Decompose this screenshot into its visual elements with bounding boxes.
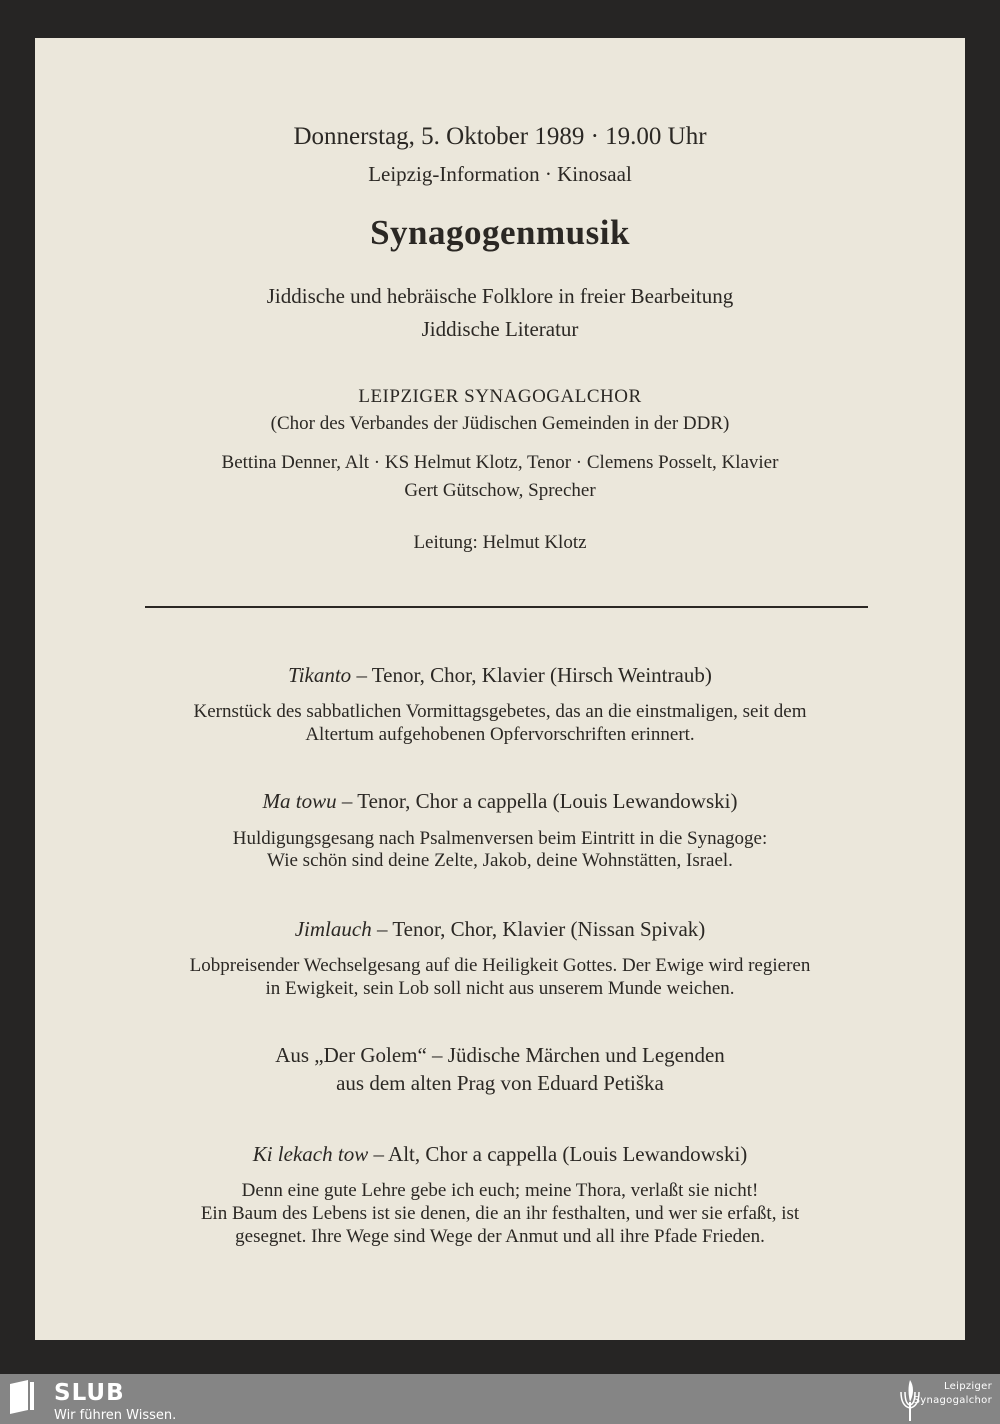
piece-description: Lobpreisender Wechselgesang auf die Heiligkeit Gottes. Der Ewige wird regieren bbox=[189, 955, 811, 976]
piece-title: Jimlauch bbox=[294, 917, 372, 941]
direction: Leitung: Helmut Klotz bbox=[413, 532, 587, 553]
reading-title: Aus „Der Golem“ – Jüdische Märchen und Legenden bbox=[275, 1043, 725, 1067]
piece-details: – Tenor, Chor, Klavier (Hirsch Weintraub) bbox=[351, 663, 712, 687]
piece-details: – Alt, Chor a cappella (Louis Lewandowski) bbox=[368, 1142, 748, 1166]
divider bbox=[145, 606, 868, 608]
piece-description: Wie schön sind deine Zelte, Jakob, deine Wohnstätten, Israel. bbox=[267, 850, 733, 871]
piece-title: Ki lekach tow bbox=[252, 1142, 369, 1166]
performers: Bettina Denner, Alt · KS Helmut Klotz, Tenor · Clemens Posselt, Klavier bbox=[221, 452, 779, 473]
piece-description: Kernstück des sabbatlichen Vormittagsgebetes, das an die einstmaligen, seit dem bbox=[193, 701, 807, 722]
piece-title: Ma towu bbox=[262, 789, 337, 813]
reading-title: aus dem alten Prag von Eduard Petiška bbox=[336, 1071, 664, 1095]
venue-line: Leipzig-Information · Kinosaal bbox=[368, 162, 632, 186]
slub-slogan: Wir führen Wissen. bbox=[54, 1408, 177, 1423]
book-icon bbox=[8, 1380, 38, 1414]
subtitle: Jiddische und hebräische Folklore in freier Bearbeitung bbox=[266, 284, 734, 308]
piece-description: Huldigungsgesang nach Psalmenversen beim Eintritt in die Synagoge: bbox=[232, 828, 768, 849]
piece-description: Denn eine gute Lehre gebe ich euch; meine Thora, verlaßt sie nicht! bbox=[241, 1180, 759, 1201]
page-title: Synagogenmusik bbox=[370, 213, 630, 252]
subtitle: Jiddische Literatur bbox=[421, 317, 579, 341]
choir-name: LEIPZIGER SYNAGOGALCHOR bbox=[358, 386, 642, 407]
piece-description: gesegnet. Ihre Wege sind Wege der Anmut und all ihre Pfade Frieden. bbox=[235, 1226, 765, 1247]
choir-logo bbox=[914, 1380, 992, 1408]
date-line: Donnerstag, 5. Oktober 1989 · 19.00 Uhr bbox=[293, 123, 707, 150]
choir-logo-text: Leipziger bbox=[943, 1381, 992, 1392]
piece-details: – Tenor, Chor a cappella (Louis Lewandowski) bbox=[336, 789, 738, 813]
piece-title: Tikanto bbox=[288, 663, 352, 687]
choir-note: (Chor des Verbandes der Jüdischen Gemeinden in der DDR) bbox=[270, 413, 730, 434]
piece-description: Altertum aufgehobenen Opfervorschriften erinnert. bbox=[305, 724, 695, 745]
slub-logo[interactable]: SLUB bbox=[54, 1380, 125, 1406]
performers: Gert Gütschow, Sprecher bbox=[404, 480, 596, 501]
piece-description: in Ewigkeit, sein Lob soll nicht aus unserem Munde weichen. bbox=[265, 978, 735, 999]
piece-description: Ein Baum des Lebens ist sie denen, die an ihr festhalten, und wer sie erfaßt, ist bbox=[200, 1203, 800, 1224]
footer-bar bbox=[0, 1374, 1000, 1424]
choir-logo-text: Synagogalchor bbox=[913, 1395, 992, 1406]
piece-details: – Tenor, Chor, Klavier (Nissan Spivak) bbox=[371, 917, 706, 941]
